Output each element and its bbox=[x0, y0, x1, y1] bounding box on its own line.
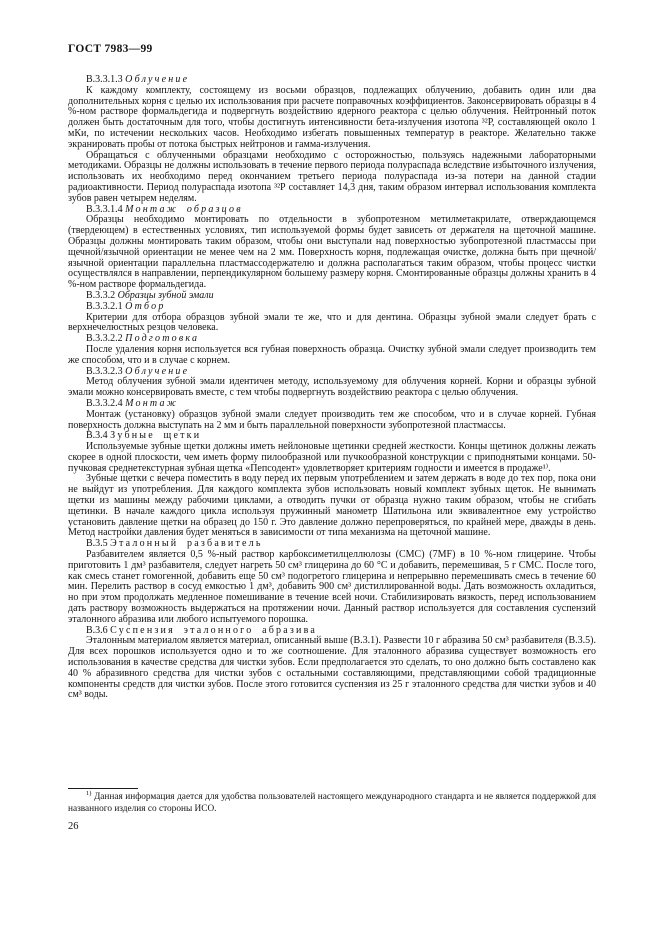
section-title: Подготовка bbox=[125, 333, 200, 345]
section-title: Зубные щетки bbox=[110, 430, 202, 442]
section-number: В.3.3.2 bbox=[86, 289, 116, 301]
section-number: В.3.3.2.1 bbox=[86, 300, 123, 312]
section-number: В.3.3.1.3 bbox=[86, 74, 123, 85]
section-number: В.3.3.1.4 bbox=[86, 203, 123, 215]
section-title: Суспензия эталонного абразива bbox=[110, 624, 318, 636]
footnote-text: Данная информация дается для удобства пользователей настоящего международного стандарта и не является поддержкой для названного изделия со стороны ИСО. bbox=[68, 792, 596, 814]
section-number: В.3.3.2.4 bbox=[86, 397, 123, 409]
footnote-separator bbox=[68, 788, 138, 789]
section-title: Монтаж bbox=[125, 397, 179, 409]
paragraph: Метод облучения зубной эмали идентичен методу, используемому для облучения корней. Корни и образцы зубной эмали можно консервировать вместе, с тем чтобы подвергнуть воздействию реактора с целью облучения. bbox=[68, 376, 596, 399]
paragraph: Монтаж (установку) образцов зубной эмали следует производить тем же способом, что и в случае корней. Губная поверхность должна выступать на 2 мм и быть параллельной поверхности зубопротезной пластмассы. bbox=[68, 408, 596, 431]
section-title: Образцы зубной эмали bbox=[117, 289, 214, 301]
paragraph: К каждому комплекту, состоящему из восьми образцов, подлежащих облучению, добавить один или два дополнительных корня с целью их использования при расчете поправочных коэффициентов. Законсервировать образцы в 4 %-ном растворе формальдегида и подвергнуть воздействию ядерного реактора с целью облучения. Нейтронный поток должен быть достаточным для того, чтобы достигнуть интенсивности бета-излучения изотопа ³²Р, составляющей около 1 мКи, по истечении нескольких часов. Необходимо избегать повышенных температур в реакторе. Желательно также экранировать пробы от потока быстрых нейтронов и гамма-излучения. bbox=[68, 84, 596, 150]
paragraph: Зубные щетки с вечера поместить в воду перед их первым употреблением и затем держать в воде до тех пор, пока они не выйдут из употребления. Для каждого комплекта зубов использовать новый комплект зубных щеток. Не вынимать щетки из машины между рабочими циклами, а отводить пучки от образца нужно таким образом, чтобы не сгибать щетинки. В начале каждого цикла используя пружинный манометр Шатильона или эквивалентное ему устройство установить давление щетки на образец до 150 г. Это давление должно перепроверяться, по крайней мере, дважды в день. Метод настройки давления будет меняться в зависимости от типа механизма на щеточной машине. bbox=[68, 473, 596, 539]
section-heading bbox=[68, 302, 596, 313]
section-number: В.3.3.2.2 bbox=[86, 333, 123, 345]
paragraph: Используемые зубные щетки должны иметь нейлоновые щетинки средней жесткости. Концы щетинок должны лежать скорее в одной плоскости, чем иметь форму пилообразной или пучкообразной конструкции с приподнятыми концами. 50-пучковая среднетекстурная зубная щетка «Пепсодент» удовлетворяет критериям годности и имеется в продаже¹⁾. bbox=[68, 441, 596, 474]
section-number: В.3.5 bbox=[86, 538, 108, 550]
standard-designation: ГОСТ 7983—99 bbox=[68, 43, 153, 55]
section-number: В.3.4 bbox=[86, 430, 108, 442]
paragraph: Образцы необходимо монтировать по отдельности в зубопротезном метилметакрилате, отверждающемся (твердеющем) в естественных условиях, тип используемой формы будет зависеть от держателя на щеточной машине. Образцы должны монтировать таким образом, чтобы они выступали над поверхностью зубопротезной пластмассы при щечной/язычной ориентации не менее чем на 2 мм. Поверхность корня, подлежащая очистке, должна быть при щечной/язычной ориентации параллельна пластмассодержателю и должна располагаться таким образом, чтобы процесс чистки осуществлялся в направлении, перпендикулярном большему размеру корня. Смонтированные образцы должны хранить в 4 %-ном растворе формальдегида. bbox=[68, 214, 596, 291]
page-number: 26 bbox=[68, 821, 79, 832]
section-title: Облучение bbox=[125, 74, 190, 85]
paragraph: После удаления корня используется вся губная поверхность образца. Очистку зубной эмали следует производить тем же способом, что и в случае с корнем. bbox=[68, 343, 596, 366]
paragraph: Критерии для отбора образцов зубной эмали те же, что и для дентина. Образцы зубной эмали следует брать с верхнечелюстных резцов человека. bbox=[68, 311, 596, 334]
section-title: Монтаж образцов bbox=[125, 203, 243, 215]
paragraph: Обращаться с облученными образцами необходимо с осторожностью, пользуясь надежными лабораторными методиками. Образцы не должны использовать в течение первого периода полураспада вследствие избыточного излучения, использовать их необходимо перед окончанием третьего периода полураспада из-за потери на данной стадии радиоактивности. Период полураспада изотопа ³²Р составляет 14,3 дня, таким образом интервал использования комплекта зубов равен четырем неделям. bbox=[68, 149, 596, 204]
paragraph: Разбавителем является 0,5 %-ный раствор карбоксиметилцеллюлозы (СМС) (7MF) в 10 %-ном глицерине. Чтобы приготовить 1 дм³ разбавителя, следует нагреть 50 см³ глицерина до 60 °С и добавить, перемешивая, 5 г СМС. После того, как смесь станет гомогенной, добавить еще 50 см³ подогретого глицерина и непрерывно перемешивать смесь в течение 60 мин. Перелить раствор в сосуд емкостью 1 дм³, добавить 900 см³ дистиллированной воды. Дать возможность охладиться, но при этом продолжать медленное помешивание в течение всей ночи. Стабилизировать вязкость, перед использованием дать раствору возможность выдержаться на протяжении ночи. Данный раствор используется для составления суспензий эталонного абразива или любого испытуемого порошка. bbox=[68, 549, 596, 625]
section-number: В.3.3.2.3 bbox=[86, 365, 123, 377]
section-number: В.3.6 bbox=[86, 624, 108, 636]
footnote-marker: 1) bbox=[86, 789, 92, 797]
section-title: Отбор bbox=[125, 300, 166, 312]
section-title: Облучение bbox=[125, 365, 190, 377]
footnote bbox=[68, 789, 596, 815]
section-title: Эталонный разбавитель bbox=[110, 538, 263, 550]
document-body bbox=[68, 75, 596, 701]
footnote-area bbox=[68, 788, 596, 832]
paragraph: Эталонным материалом является материал, описанный выше (В.3.1). Развести 10 г абразива 50 см³ разбавителя (В.3.5). Для всех порошков используется одно и то же соотношение. Для эталонного абразива существует возможность его использования в качестве средства для чистки зубов. Если предполагается это сделать, то оно должно быть составлено как 40 % абразивного средства для чистки зубов с остальными составляющими, представляющими собой традиционные компоненты средств для чистки зубов. После этого готовится суспензия из 25 г эталонного средства для чистки зубов и 40 см³ воды. bbox=[68, 635, 596, 701]
